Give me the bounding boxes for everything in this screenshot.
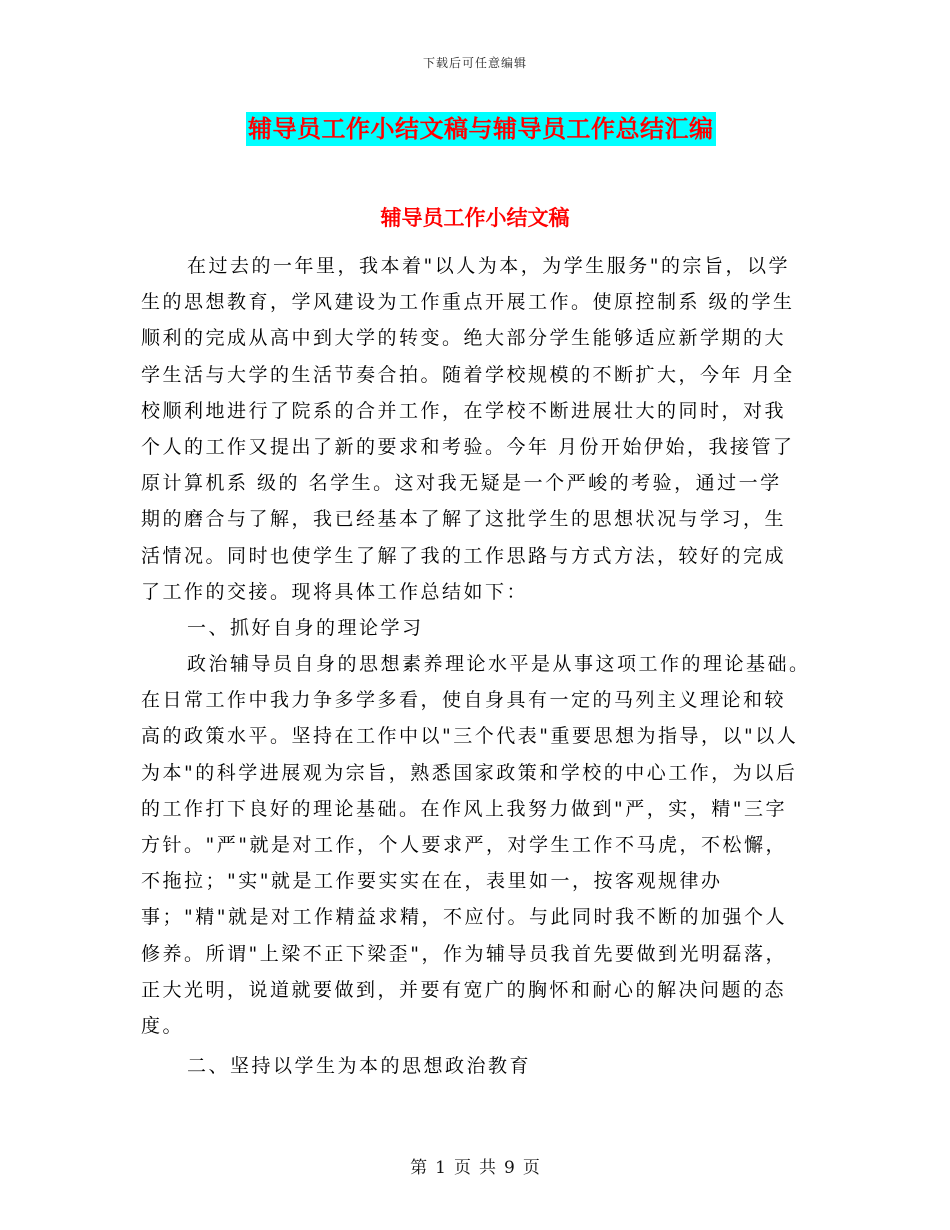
page-label: 第 [410, 1158, 428, 1178]
page-unit: 页 [454, 1158, 471, 1178]
paragraph-line: 事；"精"就是对工作精益求精，不应付。与此同时我不断的加强个人 [141, 906, 787, 929]
paragraph-line: 政治辅导员自身的思想素养理论水平是从事这项工作的理论基础。 [187, 653, 811, 676]
page-number: 1 [435, 1158, 446, 1178]
paragraph-line: 不拖拉；"实"就是工作要实实在在，表里如一，按客观规律办 [141, 870, 723, 893]
subheading-1: 一、抓好自身的理论学习 [187, 616, 424, 639]
paragraph-line: 校顺利地进行了院系的合并工作，在学校不断进展壮大的同时，对我 [141, 399, 787, 422]
paragraph-line: 原计算机系 级的 名学生。这对我无疑是一个严峻的考验，通过一学 [141, 472, 782, 495]
paragraph-line: 正大光明，说道就要做到，并要有宽广的胸怀和耐心的解决问题的态 [141, 978, 787, 1001]
paragraph-line: 度。 [141, 1014, 185, 1037]
page-footer [0, 1153, 950, 1178]
paragraph-line: 的工作打下良好的理论基础。在作风上我努力做到"严，实，精"三字 [141, 797, 787, 820]
paragraph-line: 学生活与大学的生活节奏合拍。随着学校规模的不断扩大，今年 月全 [141, 363, 795, 386]
paragraph-line: 活情况。同时也使学生了解了我的工作思路与方式方法，较好的完成 [141, 544, 787, 567]
paragraph-line: 个人的工作又提出了新的要求和考验。今年 月份开始伊始，我接管了 [141, 435, 795, 458]
paragraph-line: 在过去的一年里，我本着"以人为本，为学生服务"的宗旨，以学 [187, 255, 790, 277]
subheading-2: 二、坚持以学生为本的思想政治教育 [187, 1055, 532, 1078]
section-title: 辅导员工作小结文稿 [380, 206, 570, 230]
body-text [141, 248, 821, 1084]
header-note: 下载后可任意编辑 [422, 56, 527, 70]
paragraph-line: 了工作的交接。现将具体工作总结如下： [141, 580, 529, 603]
total-pages: 9 [504, 1158, 515, 1178]
paragraph-line: 在日常工作中我力争多学多看，使自身具有一定的马列主义理论和较 [141, 689, 787, 712]
total-unit: 页 [522, 1158, 540, 1178]
paragraph-line: 顺利的完成从高中到大学的转变。绝大部分学生能够适应新学期的大 [141, 327, 787, 350]
total-label: 共 [479, 1158, 496, 1178]
paragraph-line: 为本"的科学进展观为宗旨，熟悉国家政策和学校的中心工作，为以后 [141, 761, 798, 784]
paragraph-line: 方针。"严"就是对工作，个人要求严，对学生工作不马虎，不松懈， [141, 834, 787, 856]
paragraph-line: 生的思想教育，学风建设为工作重点开展工作。使原控制系 级的学生 [141, 291, 795, 314]
paragraph-line: 期的磨合与了解，我已经基本了解了这批学生的思想状况与学习，生 [141, 508, 787, 531]
paragraph-line: 修养。所谓"上梁不正下梁歪"，作为辅导员我首先要做到光明磊落， [141, 942, 787, 965]
paragraph-line: 高的政策水平。坚持在工作中以"三个代表"重要思想为指导，以"以人 [141, 725, 799, 748]
document-title: 辅导员工作小结文稿与辅导员工作总结汇编 [246, 112, 716, 146]
